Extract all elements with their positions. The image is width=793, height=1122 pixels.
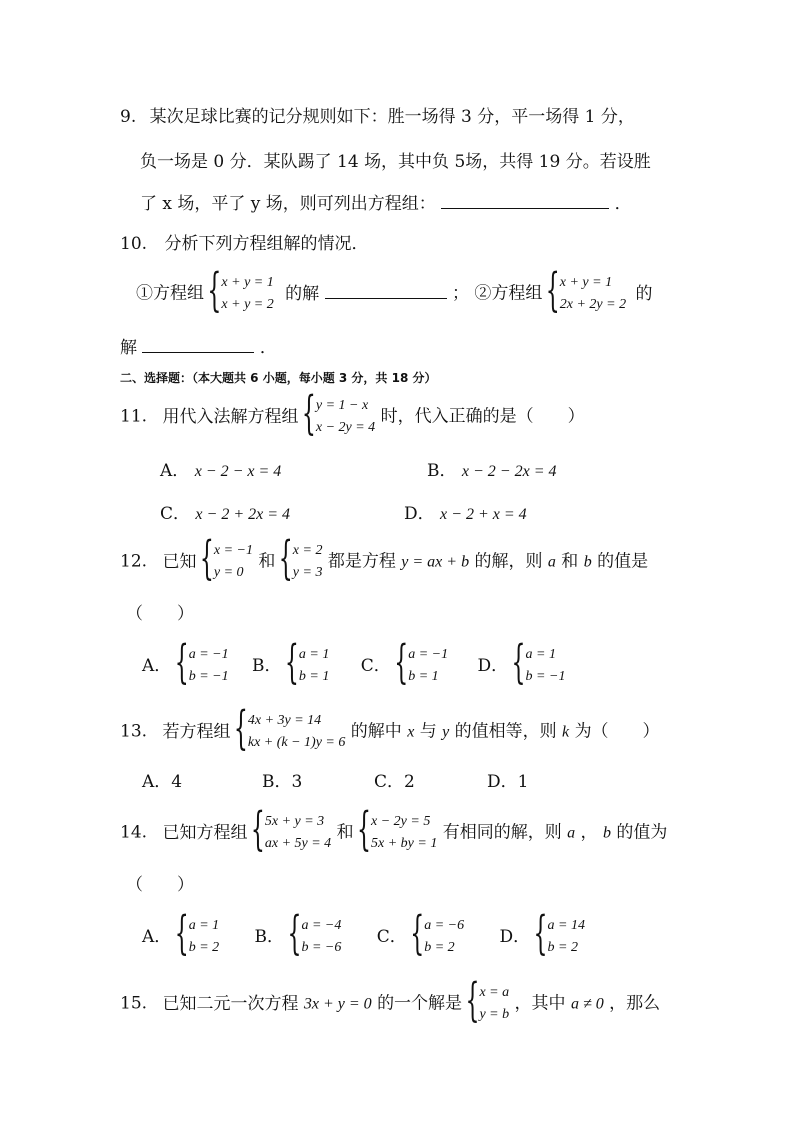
q14-option-b-system: [289, 915, 341, 959]
q14-option-d-label: D．: [499, 926, 531, 947]
q13-var-x: x: [407, 723, 415, 741]
q15-mid2: ，其中: [514, 993, 566, 1014]
q12-and2: 和: [561, 551, 579, 572]
q12-option-d-eq1: { a = 1: [525, 647, 556, 662]
q15-number: 15.: [120, 993, 148, 1014]
q11-system: [304, 395, 375, 439]
q13-var-k: k: [562, 723, 570, 741]
q14-option-c-eq2: b = 2: [424, 940, 455, 955]
q14-option-d-system: [536, 915, 585, 959]
q14-option-a-eq1: { a = 1: [188, 918, 220, 933]
q12-option-a-system: [177, 644, 229, 688]
q12-option-b[interactable]: [252, 647, 335, 684]
q12-option-d-eq2: b = −1: [525, 669, 566, 684]
q14-mid: 有相同的解，则: [442, 822, 562, 843]
q14-options: [142, 915, 585, 959]
q13-number: 13.: [120, 721, 148, 742]
q9-number: 9.: [120, 107, 137, 127]
q15-condition: a ≠ 0: [570, 995, 604, 1013]
q14-system-2-eq2: 5x + by = 1: [371, 836, 438, 851]
q15-prefix: 已知二元一次方程: [162, 993, 299, 1014]
q12-mid2: 的解，则: [474, 551, 543, 572]
q14-option-d[interactable]: [499, 918, 586, 955]
q12-system-2-eq2: y = 3: [292, 565, 323, 580]
q14-option-a-label: A．: [142, 926, 172, 947]
q15-eq1: { x = a: [479, 985, 510, 1000]
q13-suffix: 为（ ）: [574, 721, 660, 742]
q12-option-d-system: [514, 644, 566, 688]
q13-option-a[interactable]: A．4: [142, 772, 183, 792]
q10-part1-suffix: 的解: [285, 283, 320, 304]
q14-var-a: a: [567, 824, 576, 842]
q13-eq2: kx + (k − 1)y = 6: [247, 735, 346, 750]
q10-line1: [120, 236, 368, 253]
q10-text: 分析下列方程组解的情况．: [164, 234, 369, 254]
q12-option-d-label: D．: [477, 655, 509, 676]
q14-var-b: b: [602, 824, 611, 842]
q14-option-c-label: C．: [376, 926, 407, 947]
q14-option-c-eq1: { a = −6: [424, 918, 465, 933]
q12-system-2: [281, 540, 323, 584]
q12-option-c-eq1: { a = −1: [408, 647, 449, 662]
q14-option-b-eq1: { a = −4: [301, 918, 342, 933]
q11-option-b-text: x − 2 − 2x = 4: [461, 463, 557, 480]
q9-line1: [120, 109, 635, 126]
q11-option-b-label: B．: [427, 461, 457, 481]
q15-mid: 的一个解是: [377, 993, 463, 1014]
q12-option-a-label: A．: [142, 655, 172, 676]
q14-system-1: [253, 811, 331, 855]
q10-part2-suffix: 的: [635, 283, 653, 304]
q10-number: 10.: [120, 234, 148, 254]
q12-option-a-eq1: { a = −1: [188, 647, 229, 662]
q14-option-a[interactable]: [142, 918, 225, 955]
q10-part2-prefix: ②方程组: [474, 283, 543, 304]
q12-option-b-eq1: { a = 1: [298, 647, 330, 662]
q13-mid2: 的值相等，则: [454, 721, 557, 742]
q10-system-1: [209, 272, 273, 316]
q14-system-2: [359, 811, 437, 855]
q14-comma: ，: [580, 822, 598, 843]
q11-eq2: x − 2y = 4: [315, 420, 376, 435]
q11-option-d-text: x − 2 + x = 4: [440, 506, 527, 523]
q10-part1-blank[interactable]: [325, 284, 447, 299]
q9-text-line1: 某次足球比赛的记分规则如下：胜一场得 3 分，平一场得 1 分，: [149, 107, 635, 127]
q14-stem: [120, 811, 667, 855]
q13-var-y: y: [442, 723, 450, 741]
q11-suffix: 时，代入正确的是（ ）: [380, 406, 585, 427]
q10-period: ．: [259, 338, 277, 358]
q12-equation: y = ax + b: [401, 553, 470, 571]
q13-stem: [120, 710, 660, 754]
q13-system: [236, 710, 346, 754]
q14-number: 14.: [120, 822, 148, 843]
q14-option-b-label: B．: [254, 926, 285, 947]
q14-option-d-eq1: { a = 14: [547, 918, 585, 933]
q12-option-c-eq2: b = 1: [408, 669, 439, 684]
q13-and: 与: [419, 721, 437, 742]
q9-line3: [140, 194, 632, 213]
q14-option-a-eq2: b = 2: [188, 940, 220, 955]
q12-option-c-label: C．: [360, 655, 391, 676]
q11-option-d[interactable]: [404, 506, 527, 523]
q10-line2: [136, 272, 653, 316]
q15-system: [467, 982, 509, 1026]
q11-option-a-text: x − 2 − x = 4: [194, 463, 282, 480]
q12-option-d[interactable]: [477, 647, 566, 684]
q12-system-1: [202, 540, 253, 584]
q14-system-2-eq1: { x − 2y = 5: [371, 814, 431, 829]
q11-option-c-text: x − 2 + 2x = 4: [195, 506, 291, 523]
q14-option-c-system: [412, 915, 464, 959]
q14-option-a-system: [177, 915, 219, 959]
q12-and: 和: [258, 551, 276, 572]
q14-option-b-eq2: b = −6: [301, 940, 342, 955]
q9-text-line3: 了 x 场，平了 y 场，则可列出方程组：: [140, 194, 436, 214]
q10-system-1-eq1: { x + y = 1: [221, 275, 274, 290]
q12-var-a: a: [547, 553, 556, 571]
q11-prefix: 用代入法解方程组: [162, 406, 299, 427]
q13-option-c[interactable]: C．2: [374, 772, 415, 792]
q12-system-2-eq1: { x = 2: [292, 543, 323, 558]
q14-prefix: 已知方程组: [162, 822, 248, 843]
q12-option-b-system: [287, 644, 329, 688]
q15-eq2: y = b: [479, 1007, 510, 1022]
q14-option-d-eq2: b = 2: [547, 940, 578, 955]
q12-number: 12.: [120, 551, 148, 572]
q12-option-b-eq2: b = 1: [298, 669, 330, 684]
q12-suffix: 的值是: [597, 551, 649, 572]
q11-option-a-label: A．: [160, 461, 190, 481]
q12-stem: [120, 540, 648, 584]
q15-suffix: ，那么: [609, 993, 661, 1014]
q10-separator: ；: [451, 283, 469, 304]
q11-option-a[interactable]: [160, 463, 281, 480]
q9-line2: 负一场是 0 分．某队踢了 14 场，其中负 5场，共得 19 分。若设胜: [140, 152, 651, 172]
q14-paren: （ ）: [126, 875, 194, 895]
q11-stem: [120, 395, 585, 439]
q10-line3-prefix: 解: [120, 338, 137, 358]
q13-option-d[interactable]: D．1: [487, 772, 529, 792]
q12-option-a[interactable]: [142, 647, 234, 684]
q11-number: 11.: [120, 406, 148, 427]
q9-period: ．: [614, 194, 632, 214]
q14-system-1-eq1: { 5x + y = 3: [264, 814, 325, 829]
q12-system-1-eq2: y = 0: [213, 565, 244, 580]
q13-option-b[interactable]: B．3: [262, 772, 303, 792]
q14-option-b[interactable]: [254, 918, 347, 955]
q12-option-b-label: B．: [252, 655, 282, 676]
q13-mid: 的解中: [350, 721, 402, 742]
q12-paren: （ ）: [126, 604, 194, 624]
q11-eq1: { y = 1 − x: [315, 398, 369, 413]
q13-eq1: { 4x + 3y = 14: [247, 713, 322, 728]
q12-system-1-eq1: { x = −1: [213, 543, 253, 558]
q11-option-b[interactable]: [427, 463, 557, 480]
q11-option-c[interactable]: [160, 506, 290, 523]
q10-part2-blank[interactable]: [142, 338, 254, 353]
q15-equation: 3x + y = 0: [303, 995, 372, 1013]
q14-system-1-eq2: ax + 5y = 4: [264, 836, 332, 851]
q14-and: 和: [336, 822, 354, 843]
q11-option-d-label: D．: [404, 504, 435, 524]
q14-option-c[interactable]: [376, 918, 470, 955]
q10-part1-prefix: ①方程组: [136, 283, 204, 304]
q14-suffix: 的值为: [616, 822, 668, 843]
q9-answer-blank[interactable]: [441, 194, 609, 209]
q12-mid: 都是方程: [327, 551, 396, 572]
q13-prefix: 若方程组: [162, 721, 231, 742]
q10-line3: [120, 338, 277, 357]
q10-system-2-eq1: { x + y = 1: [559, 275, 613, 290]
q15-stem: [120, 982, 660, 1026]
q10-system-1-eq2: x + y = 2: [221, 297, 274, 312]
q10-system-2-eq2: 2x + 2y = 2: [559, 297, 627, 312]
q12-option-c-system: [396, 644, 448, 688]
q12-prefix: 已知: [162, 551, 197, 572]
section-2-heading: 二、选择题：（本大题共 6 小题，每小题 3 分，共 18 分）: [120, 371, 437, 385]
q12-options: [142, 644, 565, 688]
q12-option-c[interactable]: [360, 647, 454, 684]
q11-option-c-label: C．: [160, 504, 191, 524]
q10-system-2: [548, 272, 626, 316]
q12-option-a-eq2: b = −1: [188, 669, 229, 684]
q12-var-b: b: [583, 553, 592, 571]
